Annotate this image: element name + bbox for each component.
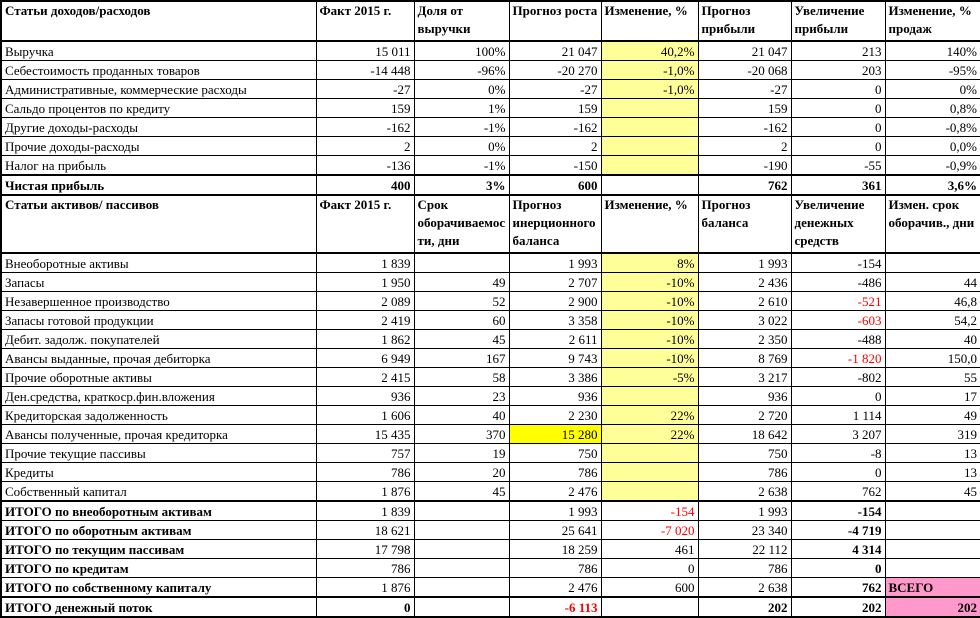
data-cell[interactable]: 0,0% — [885, 137, 980, 156]
data-cell[interactable]: 15 280 — [509, 425, 601, 444]
table-row — [1, 444, 980, 463]
table-row — [1, 578, 980, 598]
data-cell[interactable]: 0,8% — [885, 99, 980, 118]
data-cell[interactable]: -20 068 — [698, 61, 791, 80]
data-cell[interactable]: -95% — [885, 61, 980, 80]
data-cell[interactable]: 49 — [885, 406, 980, 425]
data-cell[interactable]: -488 — [791, 330, 885, 349]
header-cell[interactable]: Доля от выручки — [414, 1, 509, 41]
data-cell[interactable]: -162 — [698, 118, 791, 137]
header-cell[interactable]: Статьи доходов/расходов — [1, 1, 316, 41]
row-label-cell[interactable]: ИТОГО по кредитам — [1, 559, 316, 578]
data-cell[interactable]: 100% — [414, 41, 509, 61]
data-cell[interactable]: 18 621 — [316, 521, 414, 540]
data-cell[interactable]: 2 476 — [509, 482, 601, 502]
data-cell[interactable]: 1% — [414, 99, 509, 118]
data-cell[interactable]: -7 020 — [601, 521, 698, 540]
data-cell[interactable]: -0,8% — [885, 118, 980, 137]
table-row — [1, 156, 980, 176]
data-cell[interactable]: 0% — [414, 80, 509, 99]
table-row — [1, 292, 980, 311]
table-row — [1, 41, 980, 61]
data-cell[interactable]: -27 — [316, 80, 414, 99]
header-cell[interactable]: Прогноз прибыли — [698, 1, 791, 41]
data-cell[interactable] — [601, 137, 698, 156]
data-cell[interactable]: 140% — [885, 41, 980, 61]
data-cell[interactable]: 0 — [316, 597, 414, 617]
data-cell[interactable]: 1 839 — [316, 253, 414, 273]
data-cell[interactable]: 2 720 — [698, 406, 791, 425]
data-cell[interactable]: -27 — [698, 80, 791, 99]
data-cell[interactable]: 20 — [414, 463, 509, 482]
row-label-cell[interactable]: Дебит. задолж. покупателей — [1, 330, 316, 349]
row-label-cell[interactable]: Внеоборотные активы — [1, 253, 316, 273]
data-cell[interactable]: 936 — [316, 387, 414, 406]
table-row — [1, 330, 980, 349]
data-cell[interactable]: 3 207 — [791, 425, 885, 444]
data-cell[interactable]: 0 — [601, 559, 698, 578]
table-row — [1, 137, 980, 156]
data-cell[interactable]: 19 — [414, 444, 509, 463]
data-cell[interactable]: 1 993 — [698, 501, 791, 521]
data-cell[interactable]: 786 — [698, 559, 791, 578]
data-cell[interactable]: -1% — [414, 156, 509, 176]
data-cell[interactable]: -190 — [698, 156, 791, 176]
data-cell[interactable]: 0 — [791, 463, 885, 482]
header-cell[interactable]: Прогноз баланса — [698, 195, 791, 253]
header-cell[interactable]: Факт 2015 г. — [316, 1, 414, 41]
table-row — [1, 559, 980, 578]
data-cell[interactable]: 202 — [885, 597, 980, 617]
data-cell[interactable]: -6 113 — [509, 597, 601, 617]
data-cell[interactable]: 2 707 — [509, 273, 601, 292]
data-cell[interactable]: -154 — [791, 253, 885, 273]
row-label-cell[interactable]: Незавершенное производство — [1, 292, 316, 311]
data-cell[interactable]: 40 — [885, 330, 980, 349]
table-row — [1, 406, 980, 425]
data-cell[interactable] — [885, 540, 980, 559]
row-label-cell[interactable]: Авансы полученные, прочая кредиторка — [1, 425, 316, 444]
data-cell[interactable]: 2 089 — [316, 292, 414, 311]
row-label-cell[interactable]: Запасы готовой продукции — [1, 311, 316, 330]
data-cell[interactable]: 17 798 — [316, 540, 414, 559]
data-cell[interactable] — [414, 501, 509, 521]
data-cell[interactable]: 1 993 — [509, 253, 601, 273]
data-cell[interactable]: 25 641 — [509, 521, 601, 540]
data-cell[interactable]: 2 419 — [316, 311, 414, 330]
data-cell[interactable]: 202 — [791, 597, 885, 617]
data-cell[interactable]: 60 — [414, 311, 509, 330]
data-cell[interactable]: 786 — [316, 559, 414, 578]
data-cell[interactable]: 1 993 — [509, 501, 601, 521]
data-cell[interactable]: 55 — [885, 368, 980, 387]
data-cell[interactable]: 2 436 — [698, 273, 791, 292]
data-cell[interactable]: 23 — [414, 387, 509, 406]
row-label-cell[interactable]: Административные, коммерческие расходы — [1, 80, 316, 99]
row-label-cell[interactable]: Налог на прибыль — [1, 156, 316, 176]
header-cell[interactable]: Статьи активов/ пассивов — [1, 195, 316, 253]
row-label-cell[interactable]: Прочие текущие пассивы — [1, 444, 316, 463]
data-cell[interactable]: 1 606 — [316, 406, 414, 425]
table-row — [1, 501, 980, 521]
table-row — [1, 463, 980, 482]
data-cell[interactable]: 22% — [601, 425, 698, 444]
table-row — [1, 349, 980, 368]
row-label-cell[interactable]: Другие доходы-расходы — [1, 118, 316, 137]
data-cell[interactable]: 0 — [791, 559, 885, 578]
data-cell[interactable]: -10% — [601, 349, 698, 368]
row-label-cell[interactable]: Запасы — [1, 273, 316, 292]
header-cell[interactable]: Прогноз роста — [509, 1, 601, 41]
table-row — [1, 368, 980, 387]
data-cell[interactable]: 2 611 — [509, 330, 601, 349]
data-cell[interactable]: 936 — [509, 387, 601, 406]
table-row — [1, 175, 980, 195]
table-row — [1, 118, 980, 137]
data-cell[interactable]: 762 — [791, 578, 885, 598]
data-cell[interactable]: 2 230 — [509, 406, 601, 425]
data-cell[interactable]: 45 — [885, 482, 980, 502]
header-cell[interactable]: Срок оборачиваемости, дни — [414, 195, 509, 253]
data-cell[interactable]: -0,9% — [885, 156, 980, 176]
row-label-cell[interactable]: Сальдо процентов по кредиту — [1, 99, 316, 118]
data-cell[interactable]: 202 — [698, 597, 791, 617]
data-cell[interactable]: -14 448 — [316, 61, 414, 80]
table-row — [1, 99, 980, 118]
table-row — [1, 425, 980, 444]
data-cell[interactable]: 1 876 — [316, 578, 414, 598]
row-label-cell[interactable]: Кредиторская задолженность — [1, 406, 316, 425]
table-row — [1, 540, 980, 559]
data-cell[interactable]: 150,0 — [885, 349, 980, 368]
data-cell[interactable] — [414, 253, 509, 273]
data-cell[interactable]: 18 259 — [509, 540, 601, 559]
data-cell[interactable]: -162 — [316, 118, 414, 137]
data-cell[interactable]: 58 — [414, 368, 509, 387]
row-label-cell[interactable]: ИТОГО по собственному капиталу — [1, 578, 316, 598]
data-cell[interactable]: 23 340 — [698, 521, 791, 540]
data-cell[interactable] — [601, 156, 698, 176]
data-cell[interactable]: 213 — [791, 41, 885, 61]
data-cell[interactable]: 49 — [414, 273, 509, 292]
data-cell[interactable]: 15 011 — [316, 41, 414, 61]
data-cell[interactable]: -1 820 — [791, 349, 885, 368]
data-cell[interactable]: 2 415 — [316, 368, 414, 387]
data-cell[interactable] — [601, 463, 698, 482]
data-cell[interactable]: 15 435 — [316, 425, 414, 444]
data-cell[interactable]: 3 022 — [698, 311, 791, 330]
data-cell[interactable]: -1% — [414, 118, 509, 137]
data-cell[interactable]: 8 769 — [698, 349, 791, 368]
data-cell[interactable]: 0% — [414, 137, 509, 156]
table-row — [1, 482, 980, 502]
data-cell[interactable]: -603 — [791, 311, 885, 330]
data-cell[interactable]: 936 — [698, 387, 791, 406]
data-cell[interactable]: 0 — [791, 118, 885, 137]
data-cell[interactable]: 18 642 — [698, 425, 791, 444]
data-cell[interactable]: 159 — [509, 99, 601, 118]
data-cell[interactable]: 159 — [316, 99, 414, 118]
data-cell[interactable]: 40,2% — [601, 41, 698, 61]
data-cell[interactable]: 1 114 — [791, 406, 885, 425]
data-cell[interactable]: 3 358 — [509, 311, 601, 330]
data-cell[interactable]: 22% — [601, 406, 698, 425]
data-cell[interactable]: 786 — [698, 463, 791, 482]
data-cell[interactable] — [601, 175, 698, 195]
data-cell[interactable]: 786 — [509, 559, 601, 578]
table-row — [1, 311, 980, 330]
data-cell[interactable]: -96% — [414, 61, 509, 80]
data-cell[interactable] — [601, 444, 698, 463]
data-cell[interactable]: 22 112 — [698, 540, 791, 559]
row-label-cell[interactable]: Прочие доходы-расходы — [1, 137, 316, 156]
row-label-cell[interactable]: ИТОГО по текущим пассивам — [1, 540, 316, 559]
data-cell[interactable]: 600 — [601, 578, 698, 598]
data-cell[interactable] — [601, 118, 698, 137]
data-cell[interactable]: 0 — [791, 99, 885, 118]
data-cell[interactable]: -5% — [601, 368, 698, 387]
data-cell[interactable]: 1 839 — [316, 501, 414, 521]
data-cell[interactable]: -8 — [791, 444, 885, 463]
data-cell[interactable]: -10% — [601, 292, 698, 311]
data-cell[interactable]: -55 — [791, 156, 885, 176]
table-row — [1, 61, 980, 80]
data-cell[interactable]: 0 — [791, 137, 885, 156]
data-cell[interactable]: 2 — [509, 137, 601, 156]
data-cell[interactable]: 400 — [316, 175, 414, 195]
data-cell[interactable]: 3 217 — [698, 368, 791, 387]
data-cell[interactable]: 8% — [601, 253, 698, 273]
row-label-cell[interactable]: Себестоимость проданных товаров — [1, 61, 316, 80]
data-cell[interactable]: 0% — [885, 80, 980, 99]
data-cell[interactable]: 757 — [316, 444, 414, 463]
data-cell[interactable] — [414, 521, 509, 540]
data-cell[interactable]: 0 — [791, 80, 885, 99]
data-cell[interactable]: 461 — [601, 540, 698, 559]
data-cell[interactable]: 3% — [414, 175, 509, 195]
data-cell[interactable]: -162 — [509, 118, 601, 137]
data-cell[interactable]: 3,6% — [885, 175, 980, 195]
row-label-cell[interactable]: Авансы выданные, прочая дебиторка — [1, 349, 316, 368]
data-cell[interactable]: 167 — [414, 349, 509, 368]
data-cell[interactable]: 786 — [509, 463, 601, 482]
data-cell[interactable]: -136 — [316, 156, 414, 176]
data-cell[interactable]: 9 743 — [509, 349, 601, 368]
data-cell[interactable] — [414, 597, 509, 617]
data-cell[interactable]: 1 993 — [698, 253, 791, 273]
data-cell[interactable] — [601, 597, 698, 617]
data-cell[interactable] — [414, 578, 509, 598]
table-row — [1, 597, 980, 617]
data-cell[interactable]: 2 350 — [698, 330, 791, 349]
data-cell[interactable]: -10% — [601, 273, 698, 292]
data-cell[interactable]: -10% — [601, 330, 698, 349]
table-row — [1, 387, 980, 406]
table-row — [1, 80, 980, 99]
data-cell[interactable]: 2 — [698, 137, 791, 156]
table-row — [1, 521, 980, 540]
balance-sheet-header-row — [1, 195, 980, 253]
data-cell[interactable]: -20 270 — [509, 61, 601, 80]
header-cell[interactable]: Измен. срок оборачив., дни — [885, 195, 980, 253]
data-cell[interactable]: 2 638 — [698, 578, 791, 598]
row-label-cell[interactable]: Кредиты — [1, 463, 316, 482]
header-cell[interactable]: Прогноз инерционного баланса — [509, 195, 601, 253]
data-cell[interactable]: 21 047 — [509, 41, 601, 61]
data-cell[interactable]: 2 638 — [698, 482, 791, 502]
row-label-cell[interactable]: Ден.средства, краткоср.фин.вложения — [1, 387, 316, 406]
data-cell[interactable]: 786 — [316, 463, 414, 482]
data-cell[interactable]: -1,0% — [601, 61, 698, 80]
data-cell[interactable]: 17 — [885, 387, 980, 406]
data-cell[interactable]: 21 047 — [698, 41, 791, 61]
header-cell[interactable]: Увеличение денежных средств — [791, 195, 885, 253]
data-cell[interactable] — [885, 253, 980, 273]
data-cell[interactable]: 2 900 — [509, 292, 601, 311]
data-cell[interactable]: 13 — [885, 444, 980, 463]
data-cell[interactable]: 3 386 — [509, 368, 601, 387]
table-row — [1, 273, 980, 292]
header-cell[interactable]: Изменение, % — [601, 195, 698, 253]
data-cell[interactable]: 2 610 — [698, 292, 791, 311]
header-cell[interactable]: Факт 2015 г. — [316, 195, 414, 253]
data-cell[interactable]: -150 — [509, 156, 601, 176]
income-statement-header-row — [1, 1, 980, 41]
data-cell[interactable] — [885, 521, 980, 540]
data-cell[interactable]: ВСЕГО — [885, 578, 980, 598]
data-cell[interactable]: 361 — [791, 175, 885, 195]
row-label-cell[interactable]: Выручка — [1, 41, 316, 61]
header-cell[interactable]: Изменение, % продаж — [885, 1, 980, 41]
data-cell[interactable]: 45 — [414, 482, 509, 502]
data-cell[interactable] — [601, 99, 698, 118]
row-label-cell[interactable]: ИТОГО денежный поток — [1, 597, 316, 617]
data-cell[interactable]: 762 — [791, 482, 885, 502]
data-cell[interactable]: 54,2 — [885, 311, 980, 330]
data-cell[interactable]: 4 314 — [791, 540, 885, 559]
row-label-cell[interactable]: ИТОГО по внеоборотным активам — [1, 501, 316, 521]
data-cell[interactable]: 0 — [791, 387, 885, 406]
data-cell[interactable]: 44 — [885, 273, 980, 292]
data-cell[interactable]: -802 — [791, 368, 885, 387]
data-cell[interactable]: 159 — [698, 99, 791, 118]
table-row — [1, 253, 980, 273]
data-cell[interactable] — [885, 559, 980, 578]
data-cell[interactable]: 762 — [698, 175, 791, 195]
data-cell[interactable]: 13 — [885, 463, 980, 482]
data-cell[interactable]: 600 — [509, 175, 601, 195]
data-cell[interactable]: -1,0% — [601, 80, 698, 99]
data-cell[interactable]: -10% — [601, 311, 698, 330]
row-label-cell[interactable]: Собственный капитал — [1, 482, 316, 502]
data-cell[interactable]: 40 — [414, 406, 509, 425]
data-cell[interactable]: 1 876 — [316, 482, 414, 502]
data-cell[interactable] — [414, 559, 509, 578]
data-cell[interactable]: 2 — [316, 137, 414, 156]
data-cell[interactable]: -27 — [509, 80, 601, 99]
data-cell[interactable]: 6 949 — [316, 349, 414, 368]
data-cell[interactable]: 750 — [509, 444, 601, 463]
data-cell[interactable]: 45 — [414, 330, 509, 349]
data-cell[interactable] — [601, 387, 698, 406]
data-cell[interactable] — [885, 501, 980, 521]
data-cell[interactable]: 46,8 — [885, 292, 980, 311]
header-cell[interactable]: Увеличение прибыли — [791, 1, 885, 41]
data-cell[interactable]: 370 — [414, 425, 509, 444]
data-cell[interactable]: 1 950 — [316, 273, 414, 292]
data-cell[interactable]: -4 719 — [791, 521, 885, 540]
data-cell[interactable]: 750 — [698, 444, 791, 463]
row-label-cell[interactable]: ИТОГО по оборотным активам — [1, 521, 316, 540]
data-cell[interactable]: -154 — [601, 501, 698, 521]
data-cell[interactable]: 319 — [885, 425, 980, 444]
data-cell[interactable] — [601, 482, 698, 502]
data-cell[interactable]: 1 862 — [316, 330, 414, 349]
data-cell[interactable]: -154 — [791, 501, 885, 521]
data-cell[interactable]: 203 — [791, 61, 885, 80]
row-label-cell[interactable]: Чистая прибыль — [1, 175, 316, 195]
data-cell[interactable]: -486 — [791, 273, 885, 292]
data-cell[interactable]: 2 476 — [509, 578, 601, 598]
data-cell[interactable]: 52 — [414, 292, 509, 311]
data-cell[interactable] — [414, 540, 509, 559]
header-cell[interactable]: Изменение, % — [601, 1, 698, 41]
data-cell[interactable]: -521 — [791, 292, 885, 311]
row-label-cell[interactable]: Прочие оборотные активы — [1, 368, 316, 387]
